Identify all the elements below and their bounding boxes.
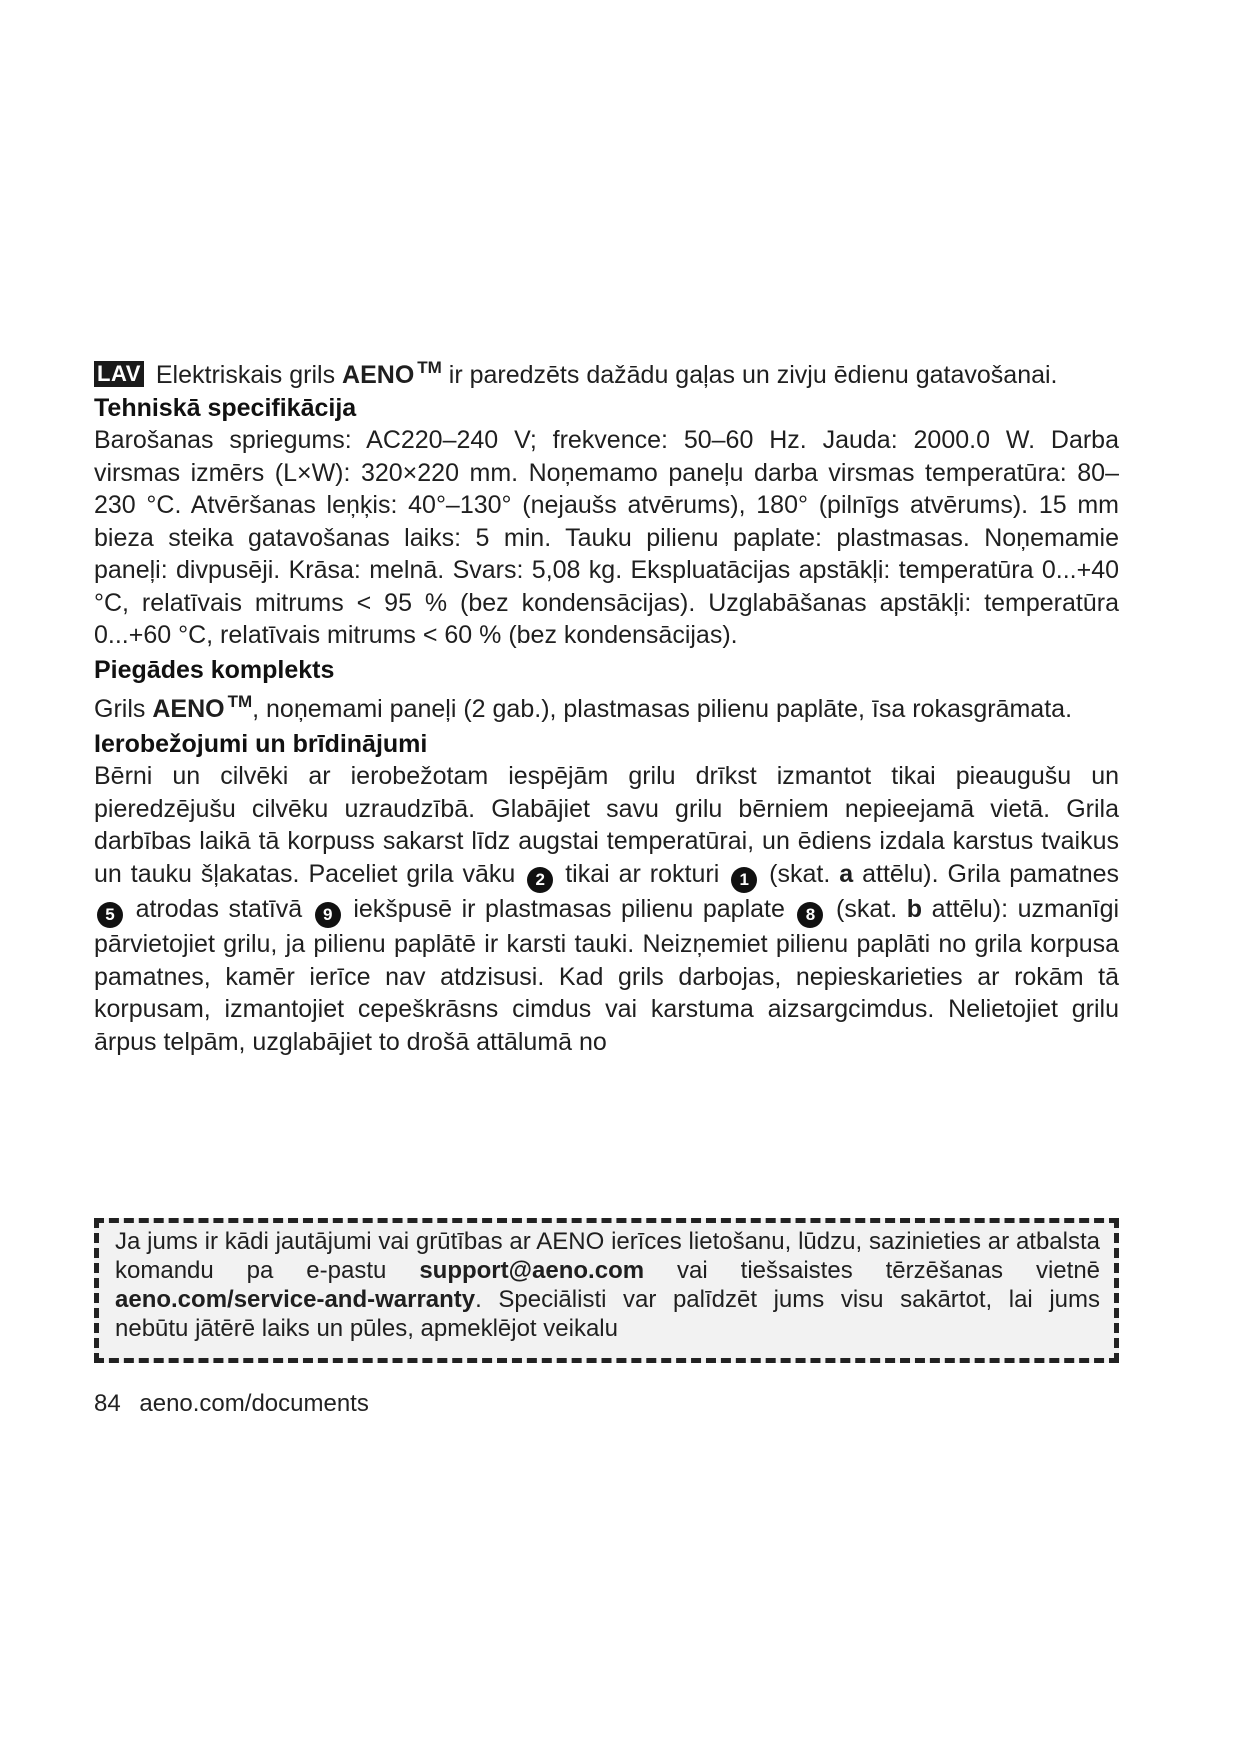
kit-trademark-symbol: TM [227,692,253,711]
warnings-part-2: tikai ar rokturi [565,859,720,888]
brand-name: AENO [342,361,415,389]
figure-a-ref: a [839,859,854,888]
intro-text-after: ir paredzēts dažādu gaļas un zivju ēdienu gatavošanai. [448,361,1058,389]
notice-part-1: Ja jums ir kādi jautājumi vai grūtības ar AENO ierīces lietošanu, lūdzu, sazinieties ar atbalsta komandu pa e-pastu [115,1228,1100,1284]
callout-number-icon: 1 [731,867,757,893]
support-notice-text [115,1227,1100,1343]
kit-text [94,686,1119,726]
page-footer [94,1390,369,1418]
callout-number-icon: 8 [797,902,823,928]
documents-link[interactable]: aeno.com/documents [139,1390,369,1417]
support-email-link[interactable]: support@aeno.com [419,1257,645,1284]
warnings-part-6: iekšpusē ir plastmasas pilienu paplate [353,894,785,923]
service-warranty-link[interactable]: aeno.com/service-and-warranty [115,1286,476,1313]
callout-number-icon: 2 [527,867,553,893]
kit-brand-name: AENO [152,695,225,723]
kit-heading: Piegādes komplekts [94,655,335,684]
warnings-part-1: Bērni un cilvēki ar ierobežotam iespējām grilu drīkst izmantot tikai pieaugušu un pieredzējušu cilvēku uzraudzībā. Glabājiet savu grilu bērniem nepieejamā vietā. Grila darbības laikā tā korpuss sakarst līdz augstai temperatūrai, un ēdiens izdala karstus tvaikus un tauku šļakatas. Paceliet grila vāku [94,762,1119,888]
kit-text-after: , noņemami paneļi (2 gab.), plastmasas pilienu paplāte, īsa rokasgrāmata. [252,695,1073,723]
spec-heading: Tehniskā specifikācija [94,393,357,422]
notice-part-2: vai tiešsaistes tērzēšanas vietnē [677,1257,1101,1284]
trademark-symbol: TM [417,358,442,377]
warnings-part-8: attēlu): uzmanīgi pārvietojiet grilu, ja pilienu paplātē ir karsti tauki. Neizņemiet pilienu paplāti no grila korpusa pamatnes, kamēr ierīce nav atdzisusi. Kad grils darbojas, nepieskarieties ar rokām tā korpusam, izmantojiet cepeškrāsns cimdus vai karstuma aizsargcimdus. Nelietojiet grilu ārpus telpām, uzglabājiet to drošā attālumā no [94,894,1120,1056]
callout-number-icon: 5 [97,902,123,928]
language-badge: LAV [94,361,144,387]
warnings-heading: Ierobežojumi un brīdinājumi [94,729,428,758]
notice-part-3: . Speciālisti var palīdzēt jums visu sakārtot, lai jums nebūtu jātērē laiks un pūles, apmeklējot veikalu [115,1286,1100,1342]
intro-text-before: Elektriskais grils [155,361,336,389]
warnings-text [94,760,1119,1058]
spec-text: Barošanas spriegums: AC220–240 V; frekvence: 50–60 Hz. Jauda: 2000.0 W. Darba virsmas izmērs (L×W): 320×220 mm. Noņemamo paneļu darba virsmas temperatūra: 80–230 °C. Atvēršanas leņķis: 40°–130° (nejaušs atvērums), 180° (pilnīgs atvērums). 15 mm bieza steika gatavošanas laiks: 5 min. Tauku pilienu paplate: plastmasas. Noņemamie paneļi: divpusēji. Krāsa: melnā. Svars: 5,08 kg. Ekspluatācijas apstākļi: temperatūra 0...+40 °C, relatīvais mitrums < 95 % (bez kondensācijas). Uzglabāšanas apstākļi: temperatūra 0...+60 °C, relatīvais mitrums < 60 % (bez kondensācijas). [94,426,1119,649]
page-number: 84 [94,1390,121,1417]
callout-number-icon: 9 [315,902,341,928]
manual-page [94,352,1119,1058]
figure-b-ref: b [906,894,923,923]
kit-text-before: Grils [94,695,146,723]
warnings-part-7: (skat. [836,894,898,923]
warnings-part-5: atrodas statīvā [135,894,303,923]
support-notice-box [94,1218,1119,1363]
warnings-part-3: (skat. [769,859,831,888]
intro-paragraph [94,352,1119,392]
warnings-part-4: attēlu). Grila pamatnes [862,859,1119,888]
